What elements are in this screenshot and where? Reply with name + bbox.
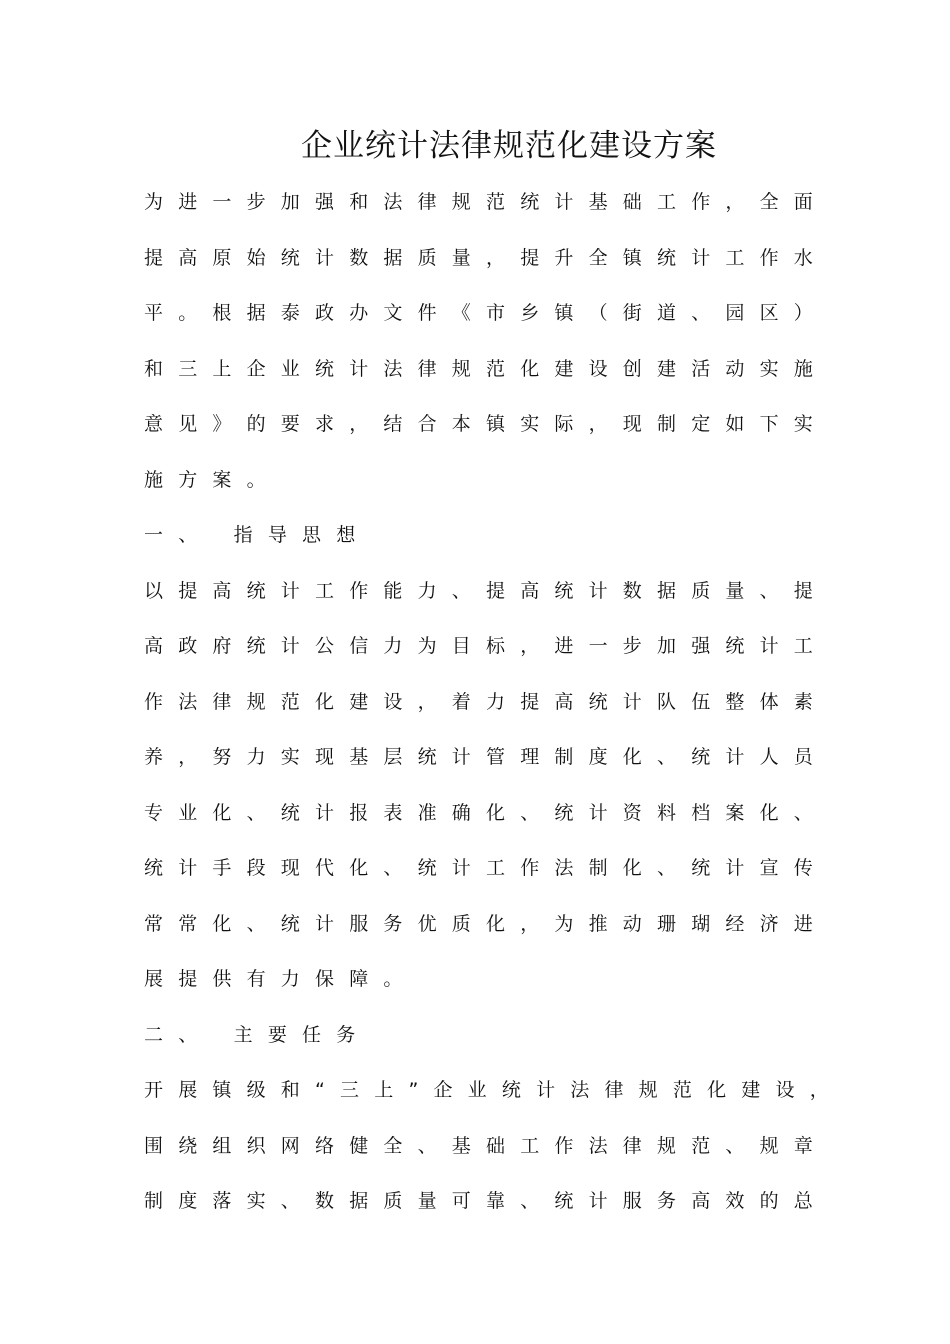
- paragraph-line: 常常化、统计服务优质化，为推动珊瑚经济进: [144, 912, 829, 935]
- paragraph-line: 展提供有力保障。: [144, 968, 418, 990]
- document-body: [144, 182, 844, 1237]
- paragraph-line: 专业化、统计报表准确化、统计资料档案化、: [144, 801, 829, 824]
- paragraph-line: 开展镇级和“三上”企业统计法律规范化建设，: [144, 1079, 844, 1101]
- section-heading: 二、 主要任务: [144, 1023, 371, 1046]
- paragraph-line: 高政府统计公信力为目标，进一步加强统计工: [144, 635, 829, 657]
- paragraph-line: 施方案。: [144, 468, 281, 491]
- section-heading: 一、 指导思想: [144, 524, 371, 546]
- paragraph-line: 为进一步加强和法律规范统计基础工作，全面: [144, 191, 829, 213]
- paragraph-line: 制度落实、数据质量可靠、统计服务高效的总: [144, 1190, 829, 1212]
- paragraph-line: 以提高统计工作能力、提高统计数据质量、提: [144, 579, 829, 602]
- paragraph-line: 和三上企业统计法律规范化建设创建活动实施: [144, 357, 829, 380]
- paragraph-line: 养，努力实现基层统计管理制度化、统计人员: [144, 746, 829, 768]
- paragraph-line: 提高原始统计数据质量，提升全镇统计工作水: [144, 246, 829, 269]
- paragraph-line: 平。根据泰政办文件《市乡镇（街道、园区）: [144, 302, 829, 324]
- paragraph-line: 统计手段现代化、统计工作法制化、统计宣传: [144, 857, 829, 879]
- paragraph-line: 围绕组织网络健全、基础工作法律规范、规章: [144, 1134, 829, 1157]
- document-title: 企业统计法律规范化建设方案: [301, 128, 717, 164]
- paragraph-line: 作法律规范化建设，着力提高统计队伍整体素: [144, 690, 829, 713]
- paragraph-line: 意见》的要求，结合本镇实际，现制定如下实: [144, 413, 829, 435]
